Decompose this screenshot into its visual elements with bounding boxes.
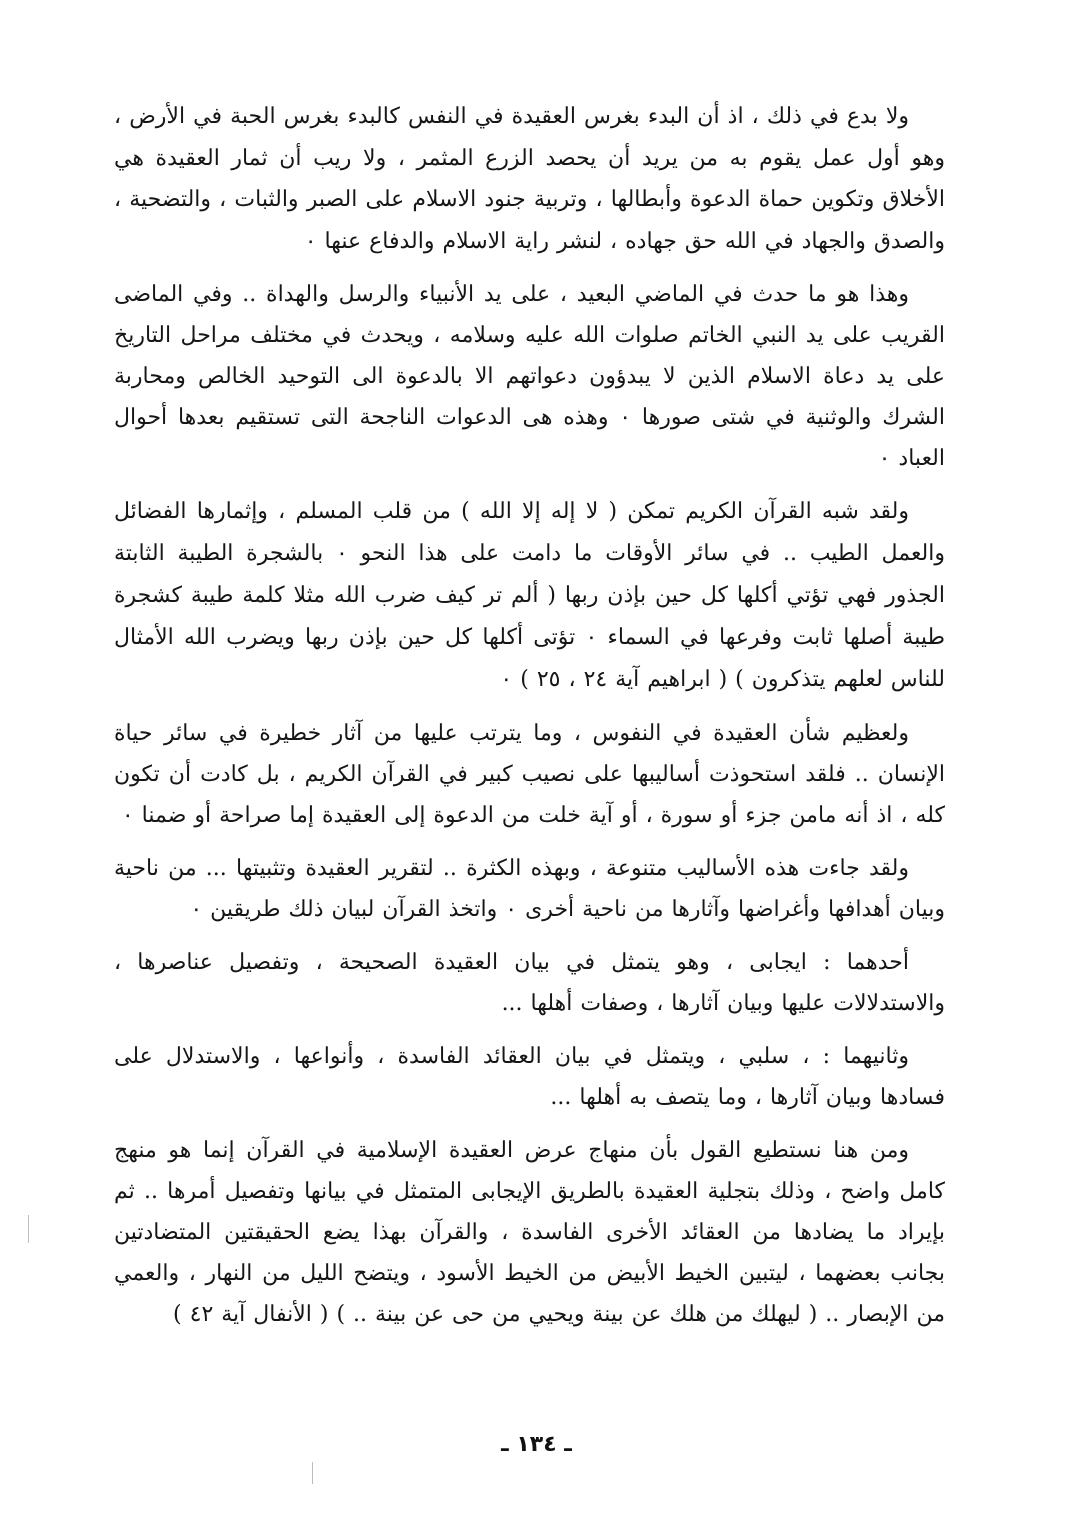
page-number: ـ ١٣٤ ـ (501, 1432, 572, 1457)
paragraph-5: ولقد جاءت هذه الأساليب متنوعة ، وبهذه الكثرة .. لتقرير العقيدة وتثبيتها ... من ناحية وبيان أهدافها وأغراضها وآثارها من ناحية أخرى ٠ واتخذ القرآن لبيان ذلك طريقين ٠ (114, 856, 945, 922)
paragraph-4: ولعظيم شأن العقيدة في النفوس ، وما يترتب عليها من آثار خطيرة في سائر حياة الإنسان .. فلقد استحوذت أساليبها على نصيب كبير في القرآن الكريم ، بل كادت أن تكون كله ، اذ أنه مامن جزء أو سورة ، أو آية خلت من الدعوة إلى العقيدة إما صراحة أو ضمنا ٠ (114, 721, 945, 828)
paragraph-3: ولقد شبه القرآن الكريم تمكن ( لا إله إلا الله ) من قلب المسلم ، وإثمارها الفضائل والعمل الطيب .. في سائر الأوقات ما دامت على هذا النحو ٠ بالشجرة الطيبة الثابتة الجذور فهي تؤتي أكلها كل حين بإذن ربها ( ألم تر كيف ضرب الله مثلا كلمة طيبة كشجرة طيبة أصلها ثابت وفرعها في السماء ٠ تؤتى أكلها كل حين بإذن ربها ويضرب الله الأمثال للناس لعلهم يتذكرون ) ( ابراهيم آية ٢٤ ، ٢٥ ) ٠ (114, 499, 945, 692)
paragraph-1: ولا بدع في ذلك ، اذ أن البدء بغرس العقيدة في النفس كالبدء بغرس الحبة في الأرض ، وهو أول عمل يقوم به من يريد أن يحصد الزرع المثمر ، ولا ريب أن ثمار العقيدة هي الأخلاق وتكوين حماة الدعوة وأبطالها ، وتربية جنود الاسلام على الصبر والثبات ، والتضحية ، والصدق والجهاد في الله حق جهاده ، لنشر راية الاسلام والدفاع عنها ٠ (114, 104, 945, 254)
paragraph-6: أحدهما : ايجابى ، وهو يتمثل في بيان العقيدة الصحيحة ، وتفصيل عناصرها ، والاستدلالات عليها وبيان آثارها ، وصفات أهلها ... (114, 950, 945, 1016)
scan-margin-mark (28, 1215, 29, 1243)
page-body (114, 96, 945, 1335)
paragraph-2: وهذا هو ما حدث في الماضي البعيد ، على يد الأنبياء والرسل والهداة .. وفي الماضى القريب على يد النبي الخاتم صلوات الله عليه وسلامه ، ويحدث في مختلف مراحل التاريخ على يد دعاة الاسلام الذين لا يبدؤون دعواتهم الا بالدعوة الى التوحيد الخالص ومحاربة الشرك والوثنية في شتى صورها ٠ وهذه هى الدعوات الناجحة التى تستقيم بعدها أحوال العباد ٠ (114, 282, 945, 471)
scan-margin-mark (312, 1462, 313, 1484)
paragraph-8: ومن هنا نستطيع القول بأن منهاج عرض العقيدة الإسلامية في القرآن إنما هو منهج كامل واضح ، وذلك بتجلية العقيدة بالطريق الإيجابى المتمثل في بيانها وتفصيل أمرها .. ثم بإيراد ما يضادها من العقائد الأخرى الفاسدة ، والقرآن بهذا يضع الحقيقتين المتضادتين بجانب بعضهما ، ليتبين الخيط الأبيض من الخيط الأسود ، ويتضح الليل من النهار ، والعمي من الإبصار .. ( ليهلك من هلك عن بينة ويحيي من حى عن بينة .. ) ( الأنفال آية ٤٢ ) (114, 1138, 945, 1327)
paragraph-7: وثانيهما : ، سلبي ، ويتمثل في بيان العقائد الفاسدة ، وأنواعها ، والاستدلال على فسادها وبيان آثارها ، وما يتصف به أهلها ... (114, 1044, 945, 1110)
